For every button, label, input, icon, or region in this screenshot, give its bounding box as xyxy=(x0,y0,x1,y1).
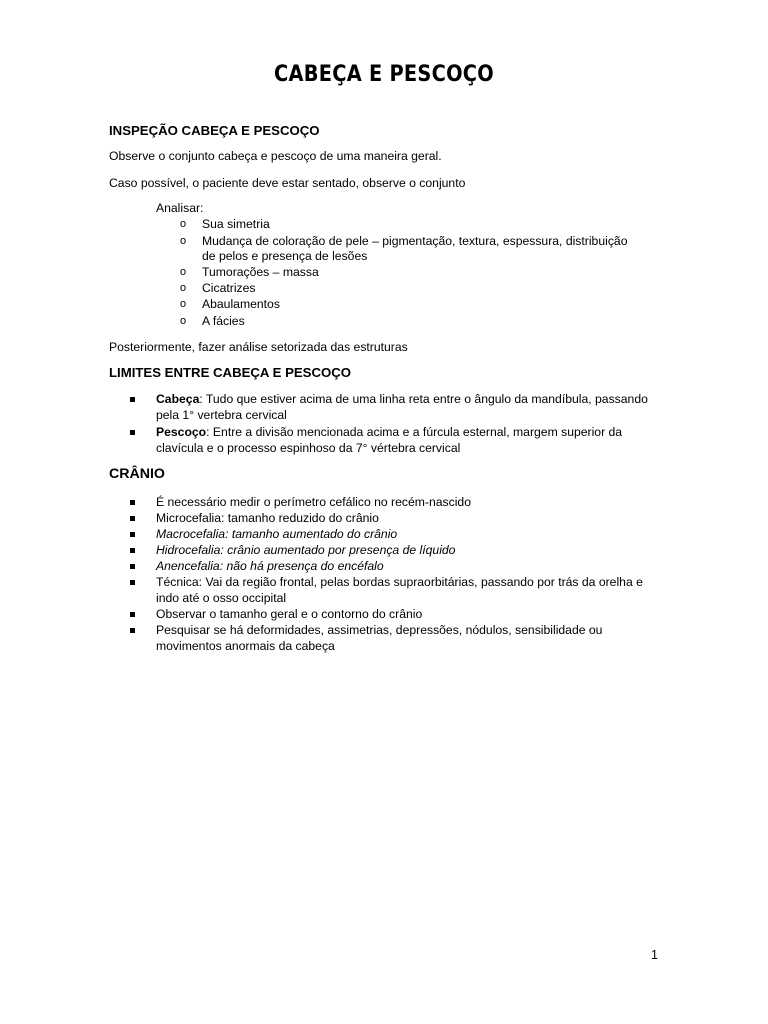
heading-inspecao: INSPEÇÃO CABEÇA E PESCOÇO xyxy=(109,123,320,138)
list-item-text: Mudança de coloração de pele – pigmentação, textura, espessura, distribuição de pelos e presença de lesões xyxy=(202,234,628,263)
analisar-label: Analisar: xyxy=(156,201,204,215)
circle-bullet: o xyxy=(180,282,187,294)
paragraph-observe: Observe o conjunto cabeça e pescoço de uma maneira geral. xyxy=(109,149,442,163)
term-cabeca: Cabeça xyxy=(156,392,200,406)
paragraph-posteriormente: Posteriormente, fazer análise setorizada das estruturas xyxy=(109,340,408,354)
square-bullet xyxy=(130,430,135,435)
list-item-text: Observar o tamanho geral e o contorno do crânio xyxy=(156,607,423,621)
list-item-text: Tumorações – massa xyxy=(202,265,319,279)
list-item-text: Abaulamentos xyxy=(202,297,280,311)
list-item-text xyxy=(156,425,666,456)
list-item-text: É necessário medir o perímetro cefálico no recém-nascido xyxy=(156,495,471,509)
list-item-text: Hidrocefalia: crânio aumentado por presença de líquido xyxy=(156,543,456,557)
document-title: CABEÇA E PESCOÇO xyxy=(274,62,494,87)
heading-cranio: CRÂNIO xyxy=(109,466,165,482)
page-number: 1 xyxy=(651,948,658,962)
square-bullet xyxy=(130,628,135,633)
square-bullet xyxy=(130,500,135,505)
list-item-text: Macrocefalia: tamanho aumentado do crânio xyxy=(156,527,398,541)
square-bullet xyxy=(130,612,135,617)
circle-bullet: o xyxy=(180,235,187,247)
square-bullet xyxy=(130,397,135,402)
heading-limites: LIMITES ENTRE CABEÇA E PESCOÇO xyxy=(109,365,352,380)
list-item-text xyxy=(156,392,666,423)
list-item-text: Anencefalia: não há presença do encéfalo xyxy=(156,559,384,573)
square-bullet xyxy=(130,548,135,553)
list-item-text: Microcefalia: tamanho reduzido do crânio xyxy=(156,511,379,525)
square-bullet xyxy=(130,532,135,537)
list-item-text: A fácies xyxy=(202,314,245,328)
list-item-text: Pesquisar se há deformidades, assimetrias, depressões, nódulos, sensibilidade ou movimentos anormais da cabeça xyxy=(156,623,603,653)
term-pescoco: Pescoço xyxy=(156,425,207,439)
definition-cabeca: : Tudo que estiver acima de uma linha reta entre o ângulo da mandíbula, passando pela 1° vertebra cervical xyxy=(156,392,648,422)
square-bullet xyxy=(130,580,135,585)
list-item-text: Sua simetria xyxy=(202,217,270,231)
paragraph-caso-possivel: Caso possível, o paciente deve estar sentado, observe o conjunto xyxy=(109,176,466,190)
circle-bullet: o xyxy=(180,266,187,278)
list-item-text: Técnica: Vai da região frontal, pelas bordas supraorbitárias, passando por trás da orelha e indo até o osso occipital xyxy=(156,575,643,605)
circle-bullet: o xyxy=(180,298,187,310)
square-bullet xyxy=(130,516,135,521)
square-bullet xyxy=(130,564,135,569)
circle-bullet: o xyxy=(180,315,187,327)
list-item-text: Cicatrizes xyxy=(202,281,256,295)
circle-bullet: o xyxy=(180,218,187,230)
definition-pescoco: : Entre a divisão mencionada acima e a fúrcula esternal, margem superior da clavícula e o processo espinhoso da 7° vértebra cervical xyxy=(156,425,623,455)
